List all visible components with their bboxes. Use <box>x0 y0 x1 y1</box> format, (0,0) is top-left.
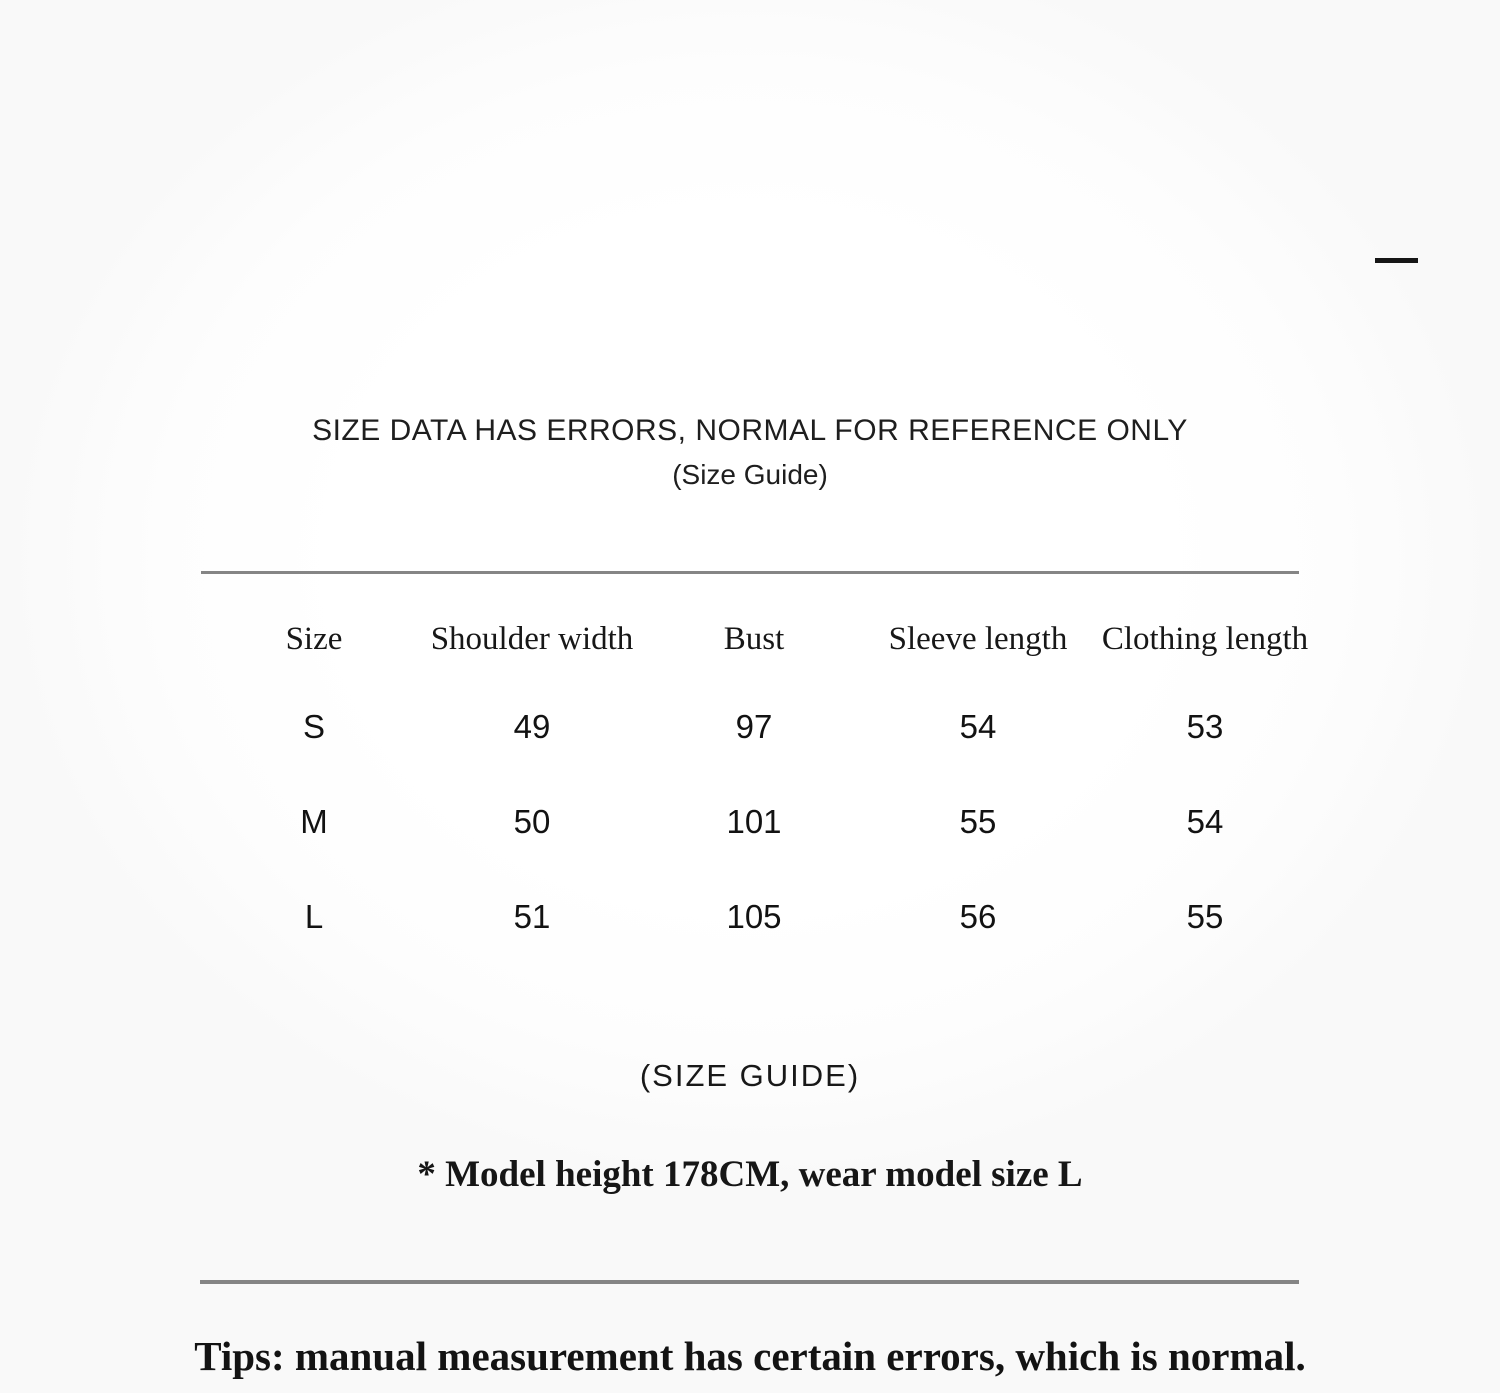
value-cell: 51 <box>513 897 551 935</box>
model-note: * Model height 178CM, wear model size L <box>417 1154 1083 1195</box>
value-cell: 105 <box>726 897 782 935</box>
size-cell: S <box>302 707 325 745</box>
value-cell: 54 <box>959 707 997 745</box>
column-header-shoulder-width: Shoulder width <box>430 620 634 657</box>
column-header-size: Size <box>285 620 343 657</box>
column-header-sleeve-length: Sleeve length <box>888 620 1068 657</box>
value-cell: 54 <box>1186 802 1224 840</box>
value-cell: 53 <box>1186 707 1224 745</box>
value-cell: 56 <box>959 897 997 935</box>
minimize-dash-icon <box>1375 258 1418 263</box>
page-subtitle: (Size Guide) <box>672 459 828 490</box>
column-header-bust: Bust <box>723 620 785 657</box>
size-table <box>200 599 1326 964</box>
value-cell: 55 <box>1186 897 1224 935</box>
value-cell: 55 <box>959 802 997 840</box>
value-cell: 50 <box>513 802 551 840</box>
size-guide-caption: (SIZE GUIDE) <box>639 1058 861 1093</box>
top-divider <box>201 571 1299 574</box>
size-cell: M <box>300 802 328 840</box>
column-header-clothing-length: Clothing length <box>1101 620 1309 657</box>
value-cell: 97 <box>735 707 773 745</box>
tips-text: Tips: manual measurement has certain errors, which is normal. <box>194 1333 1306 1379</box>
size-cell: L <box>304 897 324 935</box>
value-cell: 101 <box>726 802 782 840</box>
page-title: SIZE DATA HAS ERRORS, NORMAL FOR REFERENCE ONLY <box>312 414 1188 447</box>
value-cell: 49 <box>513 707 551 745</box>
bottom-divider <box>200 1280 1299 1284</box>
